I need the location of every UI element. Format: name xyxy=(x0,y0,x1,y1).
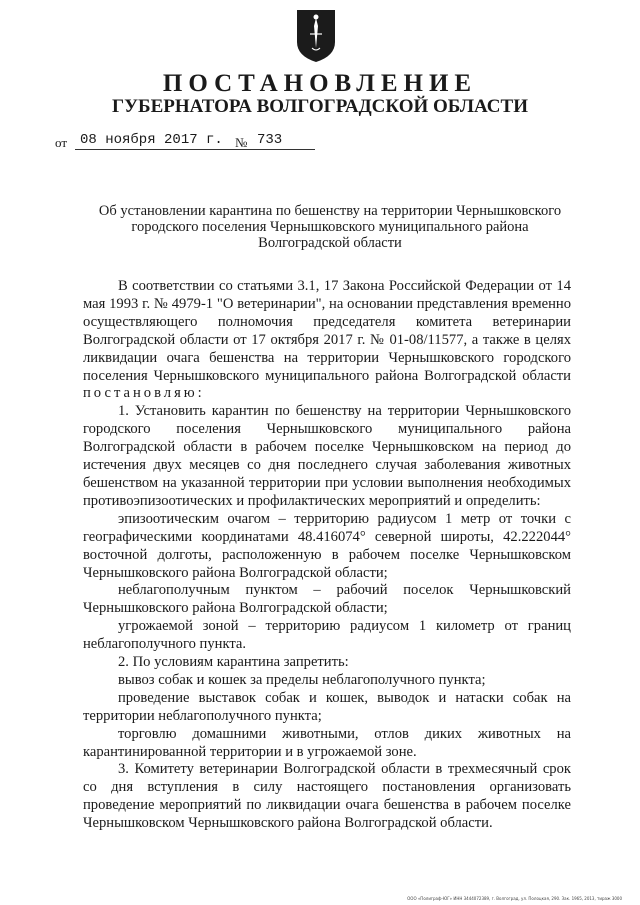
document-date: 08 ноября 2017 г. xyxy=(80,132,223,148)
document-subject: Об установлении карантина по бешенству на территории Чернышковского городского поселения Чернышковского муниципального района Волгоградской области xyxy=(98,203,562,251)
document-title: ПОСТАНОВЛЕНИЕ xyxy=(162,70,478,97)
clause-2: 2. По условиям карантина запретить: xyxy=(118,654,349,671)
clause-3: 3. Комитету ветеринарии Волгоградской области в трехмесячный срок со дня вступления в силу настоящего постановления организовать проведение мероприятий по ликвидации очага бешенства в рабочем поселке Чернышковском Чернышковского района Волгоградской области. xyxy=(83,761,571,832)
preamble-text: В соответствии со статьями 3.1, 17 Закона Российской Федерации от 14 мая 1993 г. № 4979-1 "О ветеринарии", на основании представления временно осуществляющего полномочия председателя комитета ветеринарии Волгоградской области от 17 октября 2017 г. № 01-08/11577, а также в целях ликвидации очага бешенства на территории Чернышковского городского поселения Чернышковского муниципального района Волгоградской области xyxy=(83,278,571,384)
clause-1-affected-point: неблагополучным пунктом – рабочий поселок Чернышковский Чернышковского района Волгоградской области; xyxy=(83,582,571,617)
clause-2-ban-exhibitions: проведение выставок собак и кошек, выводок и натаски собак на территории неблагополучного пункта; xyxy=(83,689,571,724)
clause-1: 1. Установить карантин по бешенству на территории Чернышковского городского поселения Чернышковского муниципального района Волгоградской области в рабочем поселке Чернышковском на период до истечения двух месяцев со дня последнего случая заболевания животных бешенством на указанной территории при условии выполнения необходимых противоэпизоотических и профилактических мероприятий и определить: xyxy=(83,403,571,509)
date-number-line xyxy=(55,132,355,152)
decree-word: постановляю: xyxy=(83,385,205,402)
clause-1-epizootic-focus: эпизоотическим очагом – территорию радиусом 1 метр от точки с географическими координатами 48.416074° северной широты, 42.222044° восточной долготы, расположенную в рабочем поселке Чернышковском Чернышковского района Волгоградской области; xyxy=(83,510,571,581)
document-issuer: ГУБЕРНАТОРА ВОЛГОГРАДСКОЙ ОБЛАСТИ xyxy=(112,96,528,117)
clause-2-ban-trade: торговлю домашними животными, отлов диких животных на карантинированной территории и в угрожаемой зоне. xyxy=(83,725,571,760)
clause-2-ban-export: вывоз собак и кошек за пределы неблагополучного пункта; xyxy=(118,671,486,688)
document-body xyxy=(83,278,571,833)
date-prefix-label: от xyxy=(55,135,68,150)
coat-of-arms-emblem xyxy=(295,4,337,64)
number-underline xyxy=(253,149,315,150)
printer-imprint: ООО «Полиграф-ЮГ» ИНН 3444072389, г. Волгоград, ул. Полоцкая, 290. Зак. 1965, 2013, тираж 3000 xyxy=(407,896,622,901)
number-sign-label: № xyxy=(235,135,248,150)
clause-1-threatened-zone: угрожаемой зоной – территорию радиусом 1 километр от границ неблагополучного пункта. xyxy=(83,618,571,653)
document-number: 733 xyxy=(257,132,283,148)
preamble-paragraph xyxy=(83,278,571,403)
